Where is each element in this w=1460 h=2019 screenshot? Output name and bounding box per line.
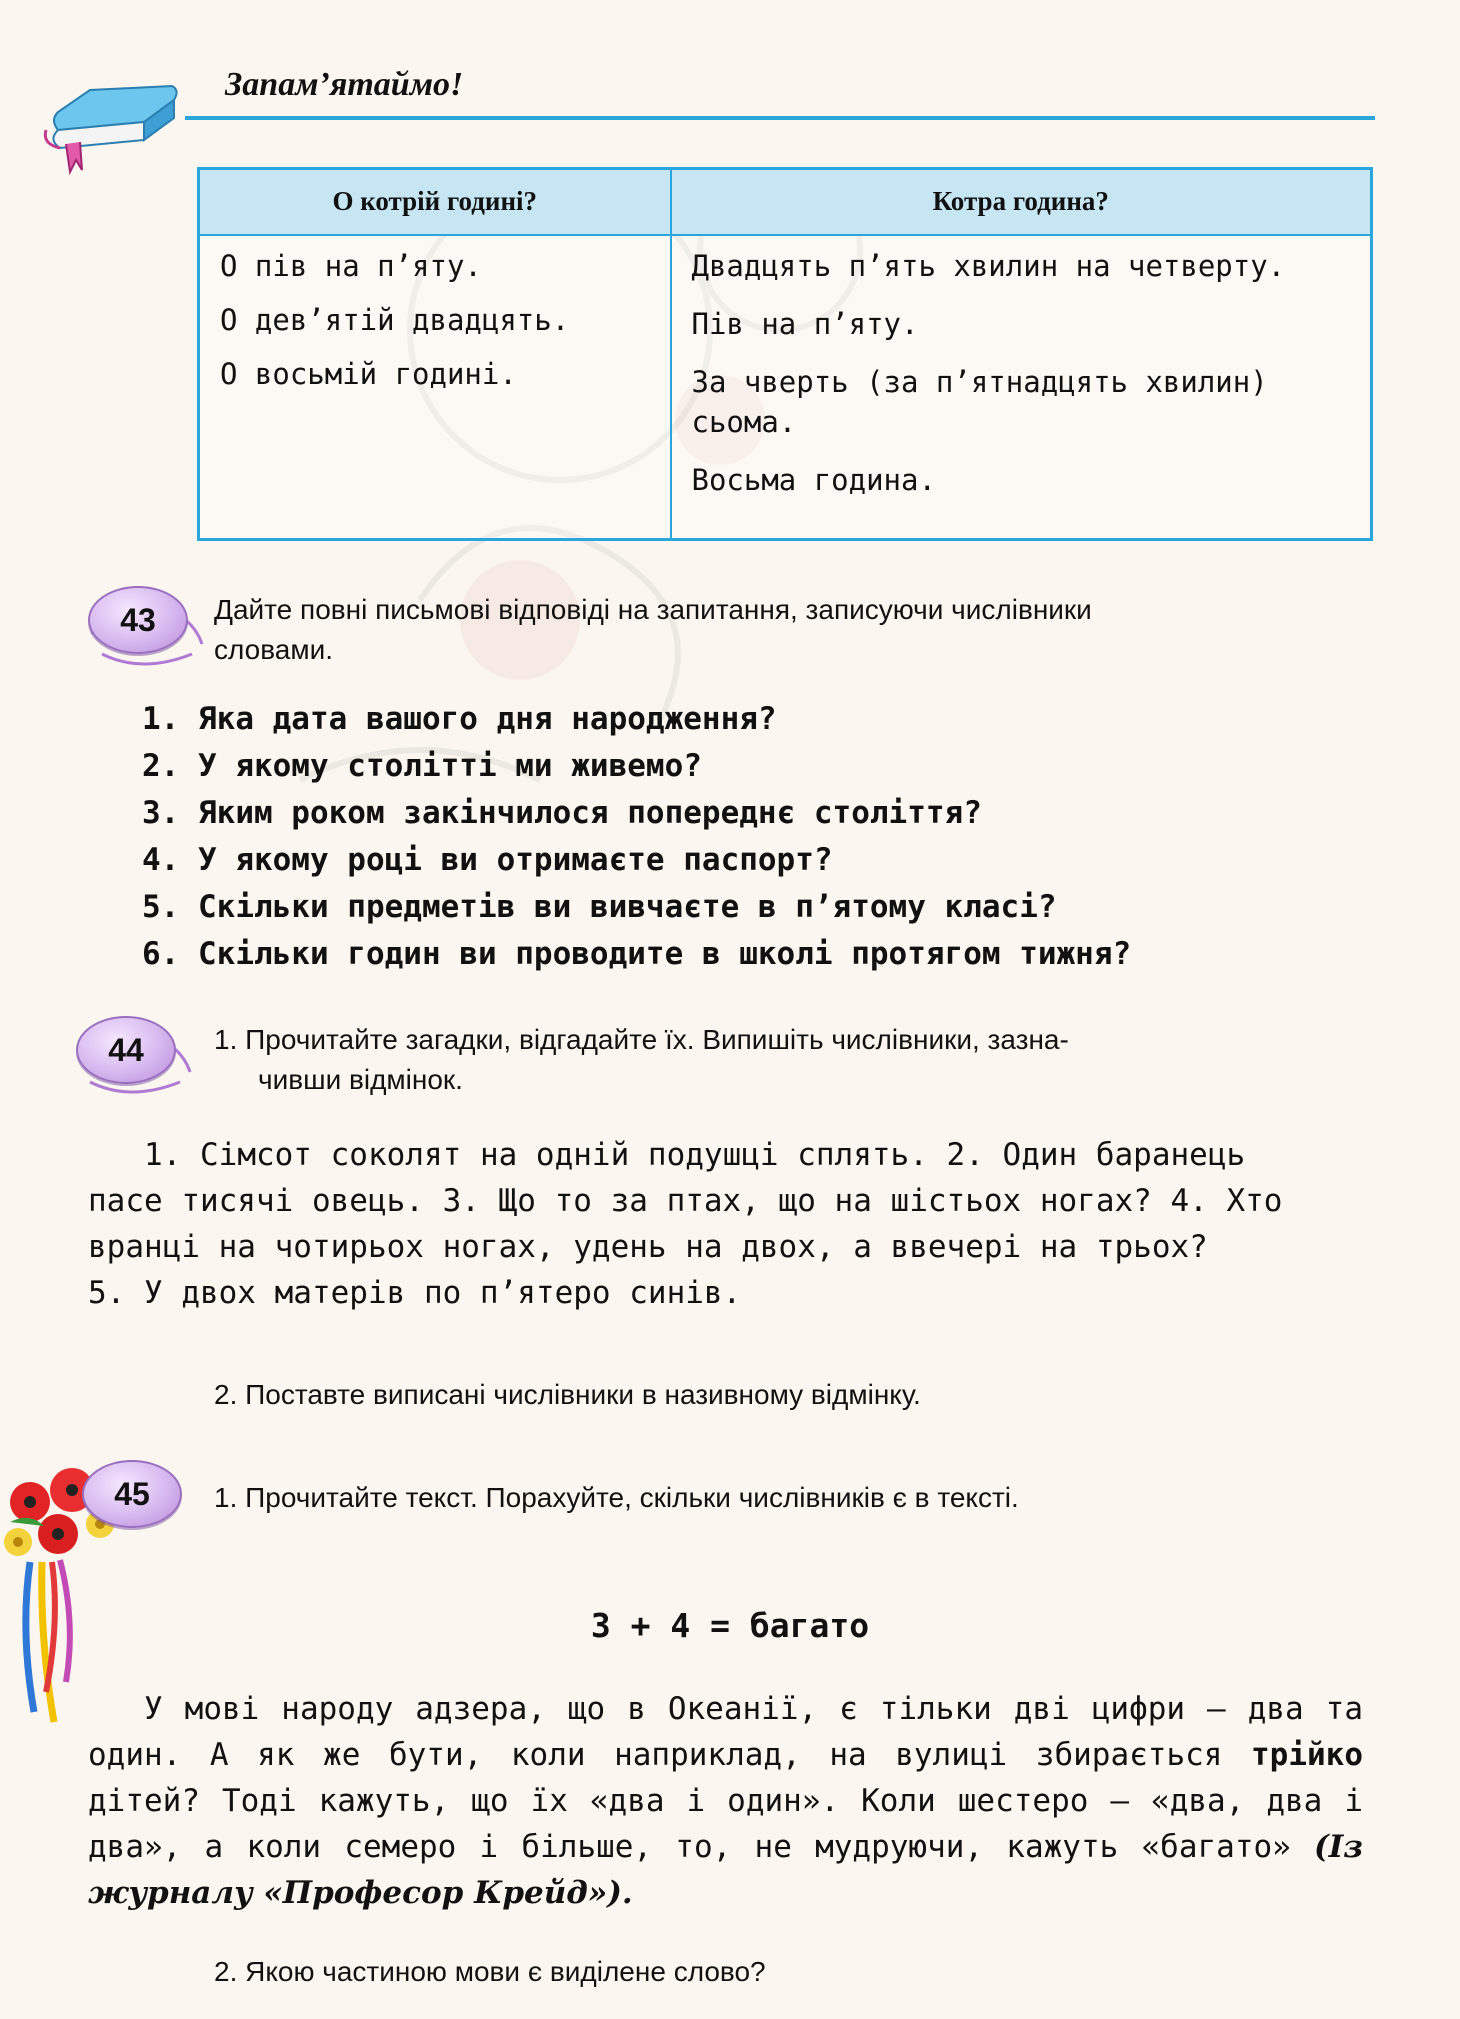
instruction-line: 1. Прочитайте загадки, відгадайте їх. Випишіть числівники, зазна- bbox=[214, 1024, 1069, 1055]
table-line: О дев’ятій двадцять. bbox=[220, 302, 570, 337]
story-text: дітей? Тоді кажуть, що їх «два і один». Коли шестеро — «два, два і два», а коли семеро і більше, то, не мудруючи, кажуть «багато» bbox=[88, 1783, 1363, 1865]
table-line: сьома. bbox=[691, 404, 797, 439]
table-cell-left bbox=[199, 235, 671, 540]
exercise-number-badge: 44 bbox=[76, 1016, 176, 1084]
instruction-line: Дайте повні письмові відповіді на запитання, записуючи числівники bbox=[214, 594, 1092, 625]
riddle-line: 5. У двох матерів по п’ятеро синів. bbox=[88, 1275, 742, 1311]
exercise-number-badge: 45 bbox=[82, 1460, 182, 1528]
story-text: У мові народу адзера, що в Океанії, є тільки дві цифри — два та один. А як же бути, коли наприклад, на вулиці збирається bbox=[88, 1691, 1363, 1773]
story-source: (Із журналу «Професор Крейд»). bbox=[88, 1829, 1363, 1911]
story-title: 3 + 4 = багато bbox=[590, 1606, 870, 1645]
exercise-task-1: 1. Прочитайте текст. Порахуйте, скільки числівників є в тексті. bbox=[214, 1482, 1019, 1513]
list-item: 6. Скільки годин ви проводите в школі протягом тижня? bbox=[142, 936, 1132, 972]
list-item: 3. Яким роком закінчилося попереднє століття? bbox=[142, 795, 982, 831]
title-rule bbox=[185, 116, 1375, 120]
table-header-left: О котрій годині? bbox=[199, 169, 671, 235]
table-line: Пів на п’яту. bbox=[691, 306, 919, 341]
exercise-task-2: 2. Поставте виписані числівники в називному відмінку. bbox=[214, 1379, 921, 1410]
time-table bbox=[197, 167, 1373, 541]
remember-title: Запам’ятаймо! bbox=[225, 66, 464, 103]
exercise-instruction bbox=[214, 590, 1374, 670]
list-item: 1. Яка дата вашого дня народження? bbox=[142, 701, 777, 737]
table-line: Двадцять п’ять хвилин на четверту. bbox=[691, 248, 1286, 283]
table-line: Восьма година. bbox=[691, 462, 936, 497]
list-item: 5. Скільки предметів ви вивчаєте в п’ятому класі? bbox=[142, 889, 1057, 925]
exercise-instruction bbox=[214, 1020, 1374, 1100]
table-line: О пів на п’яту. bbox=[220, 248, 482, 283]
exercise-task-2: 2. Якою частиною мови є виділене слово? bbox=[214, 1956, 766, 1987]
riddle-line: 1. Сімсот соколят на одній подушці сплять. 2. Один баранець bbox=[144, 1137, 1246, 1173]
table-line: О восьмій годині. bbox=[220, 356, 517, 391]
table-cell-right bbox=[671, 235, 1372, 540]
riddle-line: пасе тисячі овець. 3. Що то за птах, що на шістьох ногах? 4. Хто bbox=[88, 1183, 1283, 1219]
highlighted-word: трійко bbox=[1251, 1737, 1363, 1773]
story-paragraph bbox=[88, 1686, 1363, 1916]
list-item: 2. У якому столітті ми живемо? bbox=[142, 748, 702, 784]
question-list bbox=[142, 696, 1131, 978]
book-icon bbox=[40, 60, 180, 175]
instruction-line: словами. bbox=[214, 634, 334, 665]
exercise-number-badge: 43 bbox=[88, 586, 188, 654]
list-item: 4. У якому році ви отримаєте паспорт? bbox=[142, 842, 833, 878]
table-line: За чверть (за п’ятнадцять хвилин) bbox=[691, 364, 1268, 399]
riddles-paragraph bbox=[88, 1132, 1363, 1316]
riddle-line: вранці на чотирьох ногах, удень на двох, а ввечері на трьох? bbox=[88, 1229, 1208, 1265]
table-header-right: Котра година? bbox=[671, 169, 1372, 235]
instruction-line: чивши відмінок. bbox=[258, 1064, 463, 1095]
